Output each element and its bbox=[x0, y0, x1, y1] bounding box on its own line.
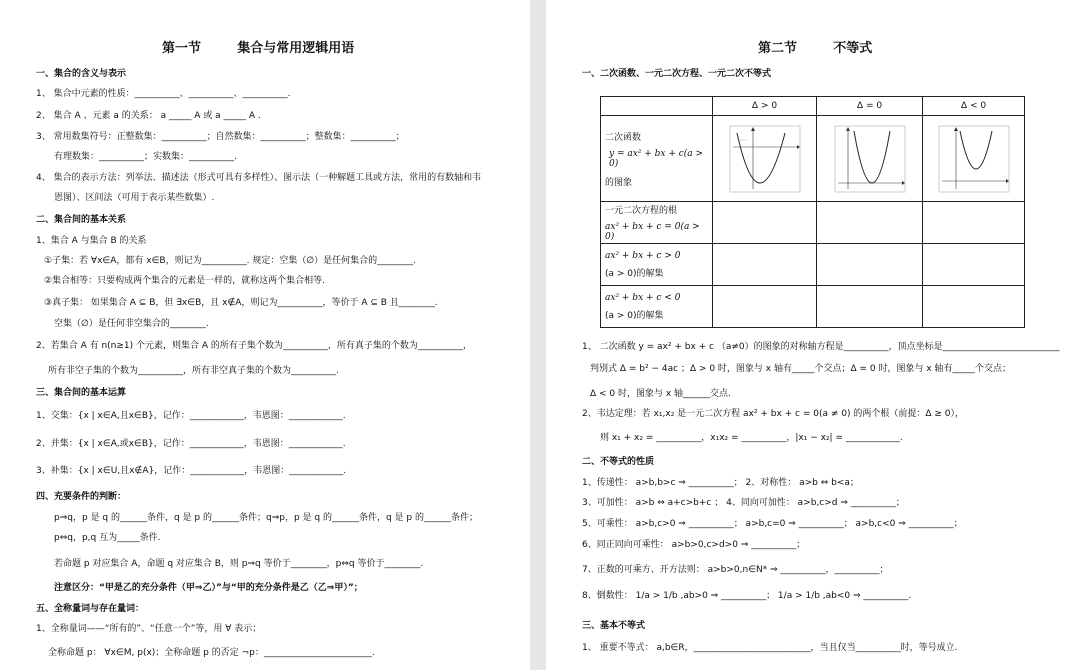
text-line: 6、同正同向可乘性： a>b>0,c>d>0 ⇒ __________； bbox=[582, 540, 806, 550]
row-label-line: 一元二次方程的根 bbox=[605, 206, 678, 216]
text-line: 全称命题 p： ∀x∈M, p(x)；全称命题 p 的否定 ¬p：________________________. bbox=[48, 648, 375, 658]
left-page-title: 第一节 集合与常用逻辑用语 bbox=[162, 41, 355, 56]
text-line: 2、韦达定理：若 x₁,x₂ 是一元二次方程 ax² + bx + c = 0(a ≠ 0) 的两个根（前提：Δ ≥ 0）， bbox=[582, 409, 965, 419]
text-line: p⇔q，p,q 互为_____条件. bbox=[54, 533, 161, 543]
text-line: 1、 二次函数 y = ax² + bx + c （a≠0）的图象的对称轴方程是__________，顶点坐标是__________________________ bbox=[582, 342, 1060, 352]
text-line: p⇒q，p 是 q 的______条件，q 是 p 的______条件；q⇒p，p 是 q 的______条件，q 是 p 的______条件； bbox=[54, 513, 478, 523]
answer-cell bbox=[713, 286, 817, 328]
text-line: 1、集合 A 与集合 B 的关系 bbox=[36, 236, 147, 246]
text-line: 恩图）、区间法（可用于表示某些数集）. bbox=[54, 193, 215, 203]
text-line: 7、正数的可乘方、开方法则： a>b>0,n∈N* ⇒ __________，__________； bbox=[582, 565, 889, 575]
table-row-label bbox=[601, 116, 713, 202]
text-line: 判别式 Δ = b² − 4ac ；Δ > 0 时，图象与 x 轴有_____个交点；Δ = 0 时，图象与 x 轴有_____个交点； bbox=[590, 364, 1012, 374]
text-line: 则 x₁ + x₂ = __________，x₁x₂ = __________，|x₁ − x₂| = ____________. bbox=[600, 433, 903, 443]
graph-cell-delta-zero bbox=[817, 116, 923, 202]
table-header-cell: Δ = 0 bbox=[817, 97, 923, 116]
text-line: 1、传递性： a>b,b>c ⇒ __________； 2、对称性： a>b ⇔ b<a； bbox=[582, 478, 859, 488]
text-line: 所有非空子集的个数为__________，所有非空真子集的个数为__________. bbox=[48, 366, 339, 376]
answer-cell bbox=[923, 202, 1025, 244]
text-line: 1、 集合中元素的性质：__________、__________、__________. bbox=[36, 89, 291, 99]
text-line: 注意区分：“甲是乙的充分条件（甲⇒乙）”与“甲的充分条件是乙（乙⇒甲）”； bbox=[54, 583, 363, 593]
answer-cell bbox=[817, 286, 923, 328]
answer-cell bbox=[817, 244, 923, 286]
text-line: ②集合相等：只要构成两个集合的元素是一样的，就称这两个集合相等. bbox=[44, 276, 325, 286]
answer-cell bbox=[817, 202, 923, 244]
answer-cell bbox=[923, 286, 1025, 328]
table-row-label bbox=[601, 286, 713, 328]
parabola-one-root-graph bbox=[834, 125, 906, 193]
quadratic-table bbox=[600, 96, 1025, 328]
text-line: 3、可加性： a>b ⇔ a+c>b+c ； 4、同向可加性： a>b,c>d ⇒ __________； bbox=[582, 498, 905, 508]
text-line: 3、补集：{x | x∈U,且x∉A}，记作：____________，韦恩图：____________. bbox=[36, 466, 347, 476]
text-line: 若命题 p 对应集合 A，命题 q 对应集合 B，则 p⇒q 等价于________，p⇔q 等价于________. bbox=[54, 559, 424, 569]
table-row-label bbox=[601, 202, 713, 244]
row-label-line: ax² + bx + c < 0 bbox=[605, 292, 681, 303]
section-heading: 三、集合间的基本运算 bbox=[36, 388, 127, 398]
row-label-line: (a > 0)的解集 bbox=[605, 268, 664, 279]
table-header-cell: Δ > 0 bbox=[713, 97, 817, 116]
text-line: 2、并集：{x | x∈A,或x∈B}，记作：____________，韦恩图：____________. bbox=[36, 439, 346, 449]
table-header-cell bbox=[601, 97, 713, 116]
text-line: 1、 重要不等式： a,b∈R，__________________________，当且仅当__________时，等号成立. bbox=[582, 643, 958, 653]
graph-cell-delta-positive bbox=[713, 116, 817, 202]
answer-cell bbox=[713, 202, 817, 244]
right-document-page bbox=[546, 0, 1084, 670]
answer-cell bbox=[713, 244, 817, 286]
section-heading: 四、充要条件的判断： bbox=[36, 492, 127, 502]
text-line: 1、全称量词——“所有的”、“任意一个”等，用 ∀ 表示； bbox=[36, 624, 262, 634]
section-heading: 五、全称量词与存在量词： bbox=[36, 604, 145, 614]
section-heading: 一、二次函数、一元二次方程、一元二次不等式 bbox=[582, 69, 772, 79]
graph-cell-delta-negative bbox=[923, 116, 1025, 202]
row-label-line: (a > 0)的解集 bbox=[605, 310, 664, 321]
answer-cell bbox=[923, 244, 1025, 286]
row-label-line: 二次函数 bbox=[605, 132, 642, 143]
text-line: 8、倒数性： 1/a > 1/b ,ab>0 ⇒ __________； 1/a > 1/b ,ab<0 ⇒ __________. bbox=[582, 591, 912, 601]
row-label-line: ax² + bx + c = 0(a > 0) bbox=[605, 222, 700, 242]
left-document-page bbox=[0, 0, 530, 670]
text-line: 有理数集：__________；实数集：__________. bbox=[54, 152, 237, 162]
right-page-title: 第二节 不等式 bbox=[758, 41, 873, 56]
text-line: 1、交集：{x | x∈A,且x∈B}，记作：____________，韦恩图：____________. bbox=[36, 411, 346, 421]
row-label-line: 的图象 bbox=[605, 177, 633, 188]
parabola-two-roots-graph bbox=[729, 125, 801, 193]
row-label-line: ax² + bx + c > 0 bbox=[605, 250, 681, 261]
text-line: 3、 常用数集符号：正整数集：__________；自然数集：__________；整数集：__________； bbox=[36, 132, 405, 142]
section-heading: 二、不等式的性质 bbox=[582, 457, 655, 467]
text-line: 空集（∅）是任何非空集合的________. bbox=[54, 319, 209, 329]
text-line: ①子集：若 ∀x∈A，都有 x∈B，则记为__________. 规定：空集（∅）是任何集合的________. bbox=[44, 256, 417, 266]
text-line: 2、 集合 A 、元素 a 的关系： a _____ A 或 a _____ A . bbox=[36, 111, 261, 121]
text-line: 2、若集合 A 有 n(n≥1) 个元素，则集合 A 的所有子集个数为__________，所有真子集的个数为__________， bbox=[36, 341, 472, 351]
text-line: 5、可乘性： a>b,c>0 ⇒ __________； a>b,c=0 ⇒ __________； a>b,c<0 ⇒ __________； bbox=[582, 519, 963, 529]
parabola-no-root-graph bbox=[938, 125, 1010, 193]
section-heading: 三、基本不等式 bbox=[582, 621, 646, 631]
section-heading: 二、集合间的基本关系 bbox=[36, 215, 127, 225]
table-header-cell: Δ < 0 bbox=[923, 97, 1025, 116]
text-line: ③真子集： 如果集合 A ⊆ B，但 ∃x∈B，且 x∉A，则记为__________，等价于 A ⊆ B 且________. bbox=[44, 298, 438, 308]
section-heading: 一、集合的含义与表示 bbox=[36, 69, 127, 79]
table-row-label bbox=[601, 244, 713, 286]
text-line: Δ < 0 时，图象与 x 轴______交点. bbox=[590, 389, 731, 399]
row-label-line: y = ax² + bx + c(a > 0) bbox=[609, 148, 704, 169]
text-line: 4、 集合的表示方法：列举法、描述法（形式可具有多样性）、图示法（一种解题工具或方法，常用的有数轴和韦 bbox=[36, 173, 482, 183]
